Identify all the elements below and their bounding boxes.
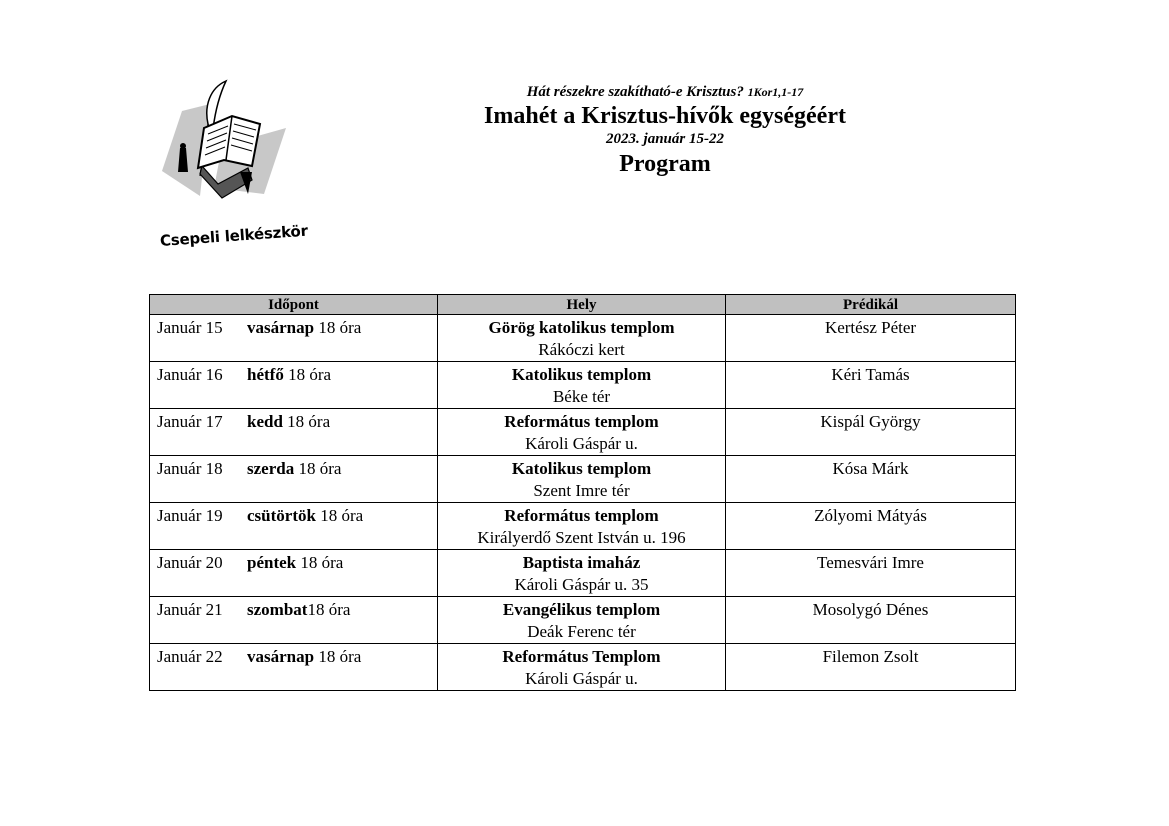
place-address: Királyerdő Szent István u. 196 [477, 528, 686, 547]
place-cell [438, 456, 726, 503]
header-time: Időpont [150, 295, 438, 315]
date: Január 17 [157, 412, 223, 431]
place-address: Károli Gáspár u. [525, 669, 638, 688]
place-cell [438, 597, 726, 644]
time: 18 óra [287, 412, 331, 431]
date: Január 18 [157, 459, 223, 478]
place-name: Evangélikus templom [502, 600, 661, 619]
time-cell [150, 315, 438, 362]
table-row [150, 503, 1016, 550]
logo-caption: Csepeli lelkészkör [159, 221, 309, 250]
table-row [150, 456, 1016, 503]
date: Január 19 [157, 506, 223, 525]
time-cell [150, 644, 438, 691]
preacher-name: Kispál György [820, 412, 921, 431]
time-cell [150, 503, 438, 550]
time: 18 óra [300, 553, 344, 572]
place-cell [438, 362, 726, 409]
place-cell [438, 550, 726, 597]
event-dates: 2023. január 15-22 [606, 131, 724, 147]
place-address: Károli Gáspár u. 35 [514, 575, 649, 594]
time-cell [150, 409, 438, 456]
time: 18 óra [307, 600, 351, 619]
preacher-cell [726, 644, 1016, 691]
time-cell [150, 456, 438, 503]
place-name: Katolikus templom [511, 459, 652, 478]
place-address: Rákóczi kert [538, 340, 625, 359]
preacher-name: Kertész Péter [824, 318, 917, 337]
schedule-table [149, 294, 1016, 691]
table-row [150, 597, 1016, 644]
preacher-cell [726, 409, 1016, 456]
place-name: Református templom [504, 412, 659, 431]
preacher-name: Kósa Márk [832, 459, 909, 478]
place-name: Református Templom [502, 647, 661, 666]
place-address: Béke tér [552, 387, 611, 406]
preacher-cell [726, 597, 1016, 644]
subtitle-text: Hát részekre szakítható-e Krisztus? [526, 84, 744, 100]
preacher-name: Kéri Tamás [831, 365, 910, 384]
time: 18 óra [318, 647, 362, 666]
time: 18 óra [318, 318, 362, 337]
time: 18 óra [298, 459, 342, 478]
bible-reference: 1Kor1,1-17 [747, 85, 804, 99]
preacher-cell [726, 503, 1016, 550]
weekday: csütörtök [247, 506, 316, 525]
table-header-row [150, 295, 1016, 315]
place-name: Református templom [504, 506, 659, 525]
weekday: péntek [247, 553, 297, 572]
weekday: hétfő [247, 365, 284, 384]
preacher-name: Mosolygó Dénes [812, 600, 929, 619]
date: Január 16 [157, 365, 223, 384]
preacher-name: Zólyomi Mátyás [814, 506, 927, 525]
time-cell [150, 597, 438, 644]
place-cell [438, 503, 726, 550]
place-address: Károli Gáspár u. [525, 434, 638, 453]
time: 18 óra [320, 506, 364, 525]
time: 18 óra [288, 365, 332, 384]
preacher-cell [726, 550, 1016, 597]
weekday: vasárnap [247, 318, 315, 337]
table-row [150, 550, 1016, 597]
program-heading: Program [619, 151, 711, 177]
weekday: szerda [247, 459, 295, 478]
date: Január 22 [157, 647, 223, 666]
page-title: Imahét a Krisztus-hívők egységéért [484, 103, 846, 129]
weekday: kedd [247, 412, 283, 431]
preacher-cell [726, 456, 1016, 503]
table-row [150, 644, 1016, 691]
preacher-cell [726, 315, 1016, 362]
date: Január 20 [157, 553, 223, 572]
place-name: Görög katolikus templom [488, 318, 675, 337]
preacher-name: Filemon Zsolt [822, 647, 919, 666]
date: Január 21 [157, 600, 223, 619]
header-place: Hely [438, 295, 726, 315]
time-cell [150, 550, 438, 597]
place-name: Katolikus templom [511, 365, 652, 384]
place-name: Baptista imaház [522, 553, 641, 572]
table-row [150, 362, 1016, 409]
place-address: Szent Imre tér [533, 481, 630, 500]
weekday: vasárnap [247, 647, 315, 666]
place-cell [438, 315, 726, 362]
table-row [150, 315, 1016, 362]
page-header [380, 82, 950, 180]
place-cell [438, 644, 726, 691]
quill-and-book-icon [152, 76, 302, 206]
table-row [150, 409, 1016, 456]
place-cell [438, 409, 726, 456]
subtitle [380, 82, 950, 102]
time-cell [150, 362, 438, 409]
preacher-cell [726, 362, 1016, 409]
place-address: Deák Ferenc tér [527, 622, 636, 641]
date: Január 15 [157, 318, 223, 337]
weekday: szombat [247, 600, 308, 619]
header-preacher: Prédikál [726, 295, 1016, 315]
preacher-name: Temesvári Imre [817, 553, 924, 572]
